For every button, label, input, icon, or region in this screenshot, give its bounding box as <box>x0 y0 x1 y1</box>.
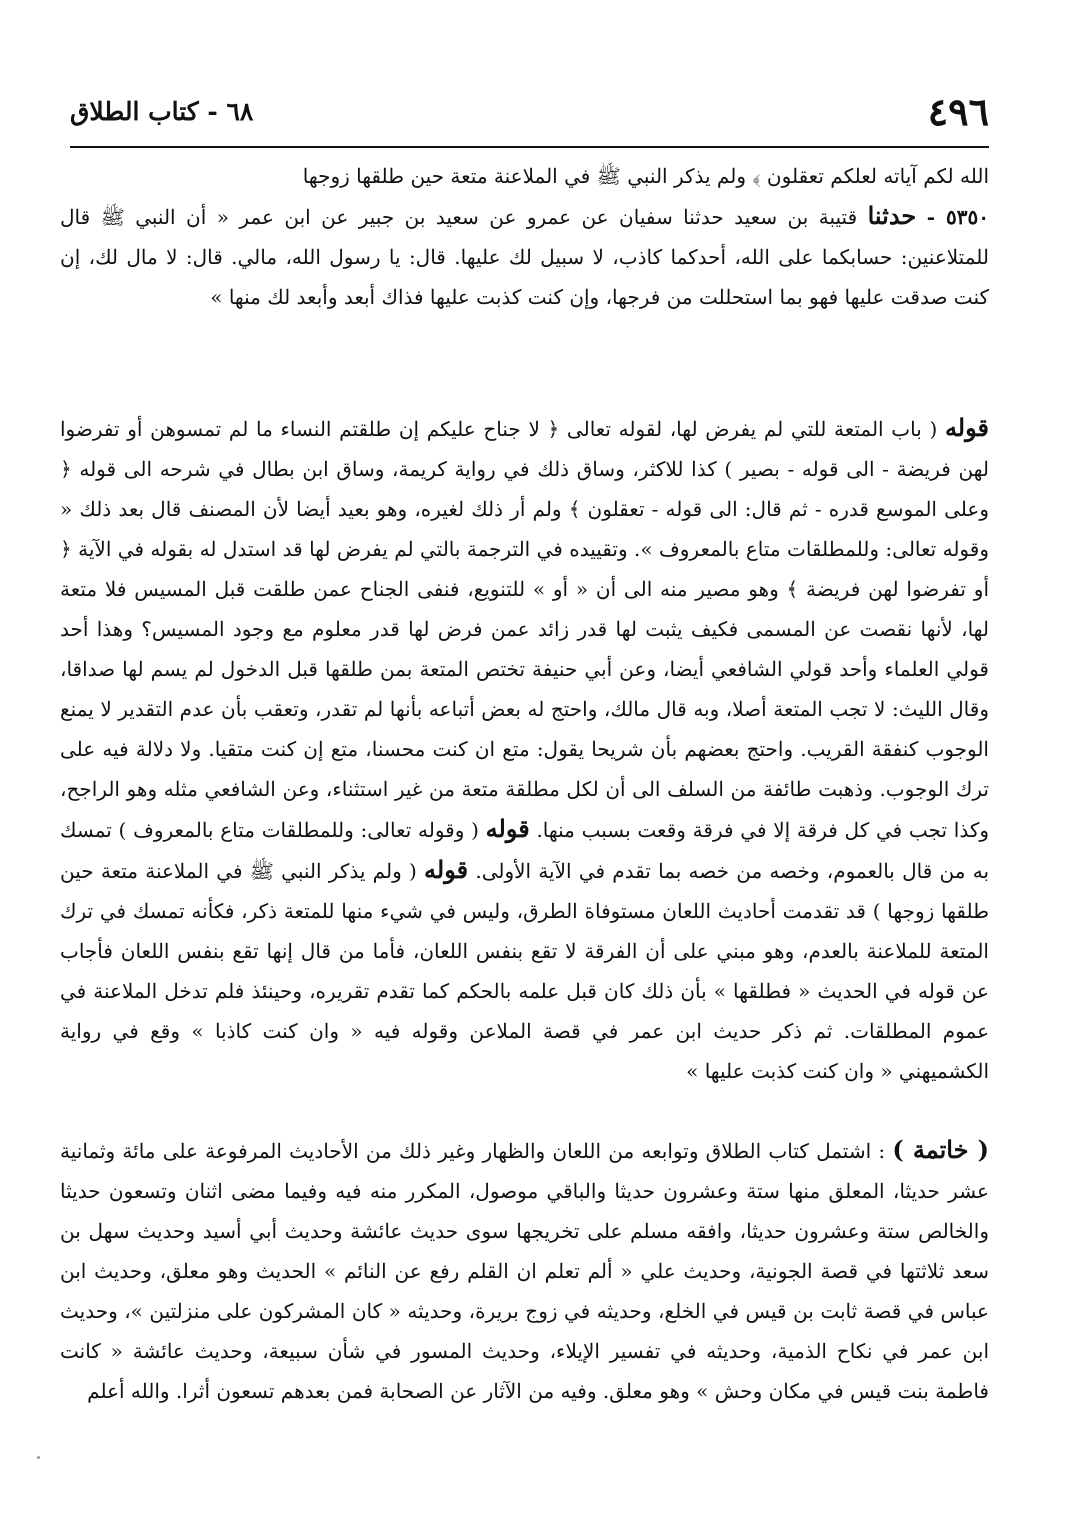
hadith-lead-word: حدثنا <box>867 201 917 230</box>
hadith-paragraph <box>60 196 989 317</box>
page-number: ٤٩٦ <box>927 89 989 134</box>
commentary-lead-word-3: قوله <box>424 855 469 884</box>
commentary-text-3: ( ولم يذكر النبي ﷺ في الملاعنة متعة حين طلقها زوجها ) قد تقدمت أحاديث اللعان مستوفاة الطرق، وليس في شيء منها للمتعة ذكر، فكأنه تمسك في ترك المتعة للملاعنة بالعدم، وهو مبني على أن الفرقة لا تقع بنفس اللعان، فأما من قال إنها تقع بنفس اللعان فأجاب عن قوله في الحديث « فطلقها » بأن ذلك كان قبل علمه بالحكم كما تقدم تقريره، وحينئذ فلم تدخل الملاعنة في عموم المطلقات. ثم ذكر حديث ابن عمر في قصة الملاعن وقوله فيه « وان كنت كاذبا » وقع في رواية الكشميهني « وان كنت كذبت عليها » <box>60 859 989 1083</box>
commentary-block <box>60 408 989 1091</box>
intro-line: الله لكم آياته لعلكم تعقلون ﴾ ولم يذكر النبي ﷺ في الملاعنة متعة حين طلقها زوجها <box>302 164 989 188</box>
conclusion-paragraph <box>60 1130 989 1411</box>
commentary-lead-word-2: قوله <box>485 814 530 843</box>
commentary-paragraph <box>60 408 989 1091</box>
hadith-block <box>60 196 989 317</box>
page-header <box>70 86 989 138</box>
book-title: ٦٨ - كتاب الطلاق <box>70 97 254 126</box>
conclusion-block <box>60 1130 989 1411</box>
commentary-text: ( باب المتعة للتي لم يفرض لها، لقوله تعالى ﴿ لا جناح عليكم إن طلقتم النساء ما لم تمسوهن أو تفرضوا لهن فريضة - الى قوله - بصير ) كذا للاكثر، وساق ذلك في رواية كريمة، وساق ابن بطال في شرحه الى قوله ﴿ وعلى الموسع قدره - ثم قال: الى قوله - تعقلون ﴾ ولم أر ذلك لغيره، وهو بعيد أيضا لأن المصنف قال بعد ذلك « وقوله تعالى: وللمطلقات متاع بالمعروف ». وتقييده في الترجمة بالتي لم يفرض لها قد استدل له بقوله في الآية ﴿ أو تفرضوا لهن فريضة ﴾ وهو مصير منه الى أن « أو » للتنويع، فنفى الجناح عمن طلقت قبل المسيس فلا متعة لها، لأنها نقصت عن المسمى فكيف يثبت لها قدر زائد عمن فرض لها قدر معلوم مع وجود المسيس؟ وهذا أحد قولي العلماء وأحد قولي الشافعي أيضا، وعن أبي حنيفة تختص المتعة بمن طلقها قبل الدخول لم يسم لها صداقا، وقال الليث: لا تجب المتعة أصلا، وبه قال مالك، واحتج له بعض أتباعه بأنها لم تقدر، وتعقب بأن عدم التقدير لا يمنع الوجوب كنفقة القريب. واحتج بعضهم بأن شريحا يقول: متع ان كنت محسنا، متع إن كنت متقيا. ولا دلالة فيه على ترك الوجوب. وذهبت طائفة من السلف الى أن لكل مطلقة متعة من غير استثناء، وعن الشافعي مثله وهو الراجح، وكذا تجب في كل فرقة إلا في فرقة وقعت بسبب منها. <box>60 417 990 842</box>
hadith-number: ٥٣٥٠ - <box>926 205 989 229</box>
commentary-lead-word: قوله <box>944 413 989 442</box>
conclusion-lead-word: ( خاتمة ) <box>892 1135 990 1164</box>
header-divider <box>70 146 989 148</box>
hadith-text: قتيبة بن سعيد حدثنا سفيان عن عمرو عن سعيد بن جبير عن ابن عمر « أن النبي ﷺ قال للمتلاعنين: حسابكما على الله، أحدكما كاذب، لا سبيل لك عليها. قال: يا رسول الله، مالي. قال: لا مال لك، إن كنت صدقت عليها فهو بما استحللت من فرجها، وإن كنت كذبت عليها فذاك أبعد وأبعد لك منها » <box>60 205 989 309</box>
commentary-text-2: ( وقوله تعالى: وللمطلقات متاع بالمعروف ) تمسك به من قال بالعموم، وخصه من خصه بما تقدم في الآية الأولى. <box>60 818 990 883</box>
conclusion-text: : اشتمل كتاب الطلاق وتوابعه من اللعان والظهار وغير ذلك من الأحاديث المرفوعة على مائة وثمانية عشر حديثا، المعلق منها ستة وعشرون حديثا والباقي موصول، المكرر منه فيه وفيما مضى اثنان وتسعون حديثا والخالص ستة وعشرون حديثا، وافقه مسلم على تخريجها سوى حديث عائشة وحديث أبي أسيد وحديث سهل بن سعد ثلاثتها في قصة الجونية، وحديث علي « ألم تعلم ان القلم رفع عن النائم » الحديث وهو معلق، وحديث ابن عباس في قصة ثابت بن قيس في الخلع، وحديثه في زوج بريرة، وحديثه « كان المشركون على منزلتين »، وحديث ابن عمر في نكاح الذمية، وحديثه في تفسير الإيلاء، وحديث المسور في شأن سبيعة، وحديث عائشة « كانت فاطمة بنت قيس في مكان وحش » وهو معلق. وفيه من الآثار عن الصحابة فمن بعدهم تسعون أثرا. والله أعلم <box>60 1139 989 1403</box>
scan-speck <box>37 1456 40 1459</box>
intro-text-block <box>60 156 989 196</box>
